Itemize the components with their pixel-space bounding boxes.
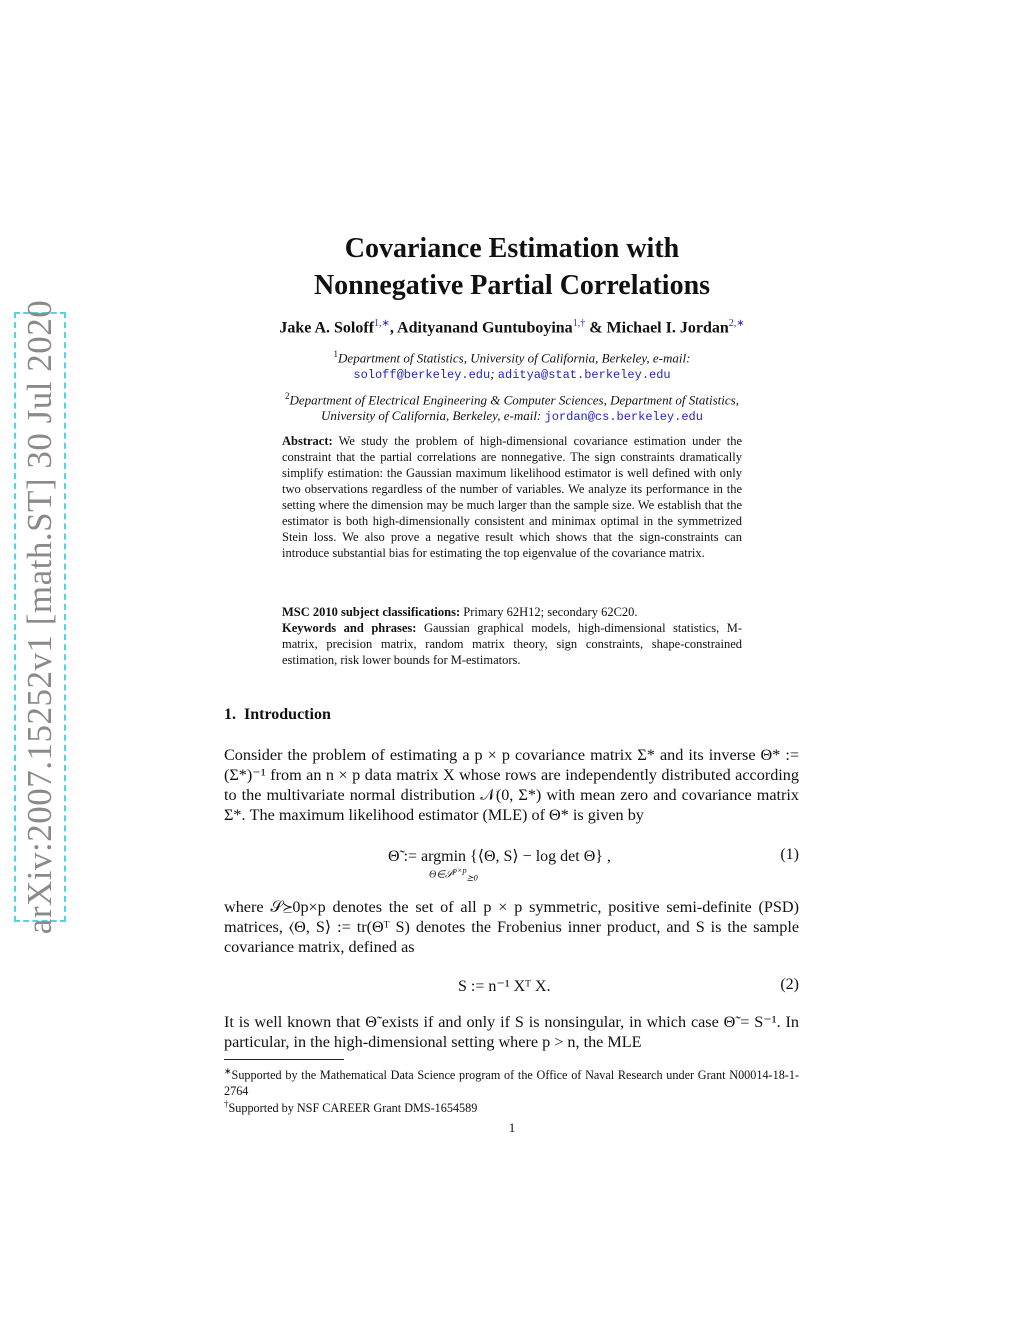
affiliation-2 <box>0 388 1024 425</box>
msc-label: MSC 2010 subject classifications: <box>282 605 461 619</box>
footnote-mark: ∗ <box>224 1066 232 1076</box>
author-separator: , <box>389 319 398 337</box>
abstract-text: We study the problem of high-dimensional covariance estimation under the constraint that the partial correlations are nonnegative. The sign constraints dramatically simplify estimation: the Gaussian maximum likelihood estimator is well defined with only two observations regardless of the number of variables. We analyze its performance in the setting where the dimension may be much larger than the sample size. We establish that the estimator is both high-dimensionally consistent and minimax optimal in the symmetrized Stein loss. We also prove a negative result which shows that the sign-constraints can introduce substantial bias for estimating the top eigenvalue of the covariance matrix. <box>282 434 742 560</box>
footnote-1 <box>224 1063 799 1099</box>
email-link[interactable]: jordan@cs.berkeley.edu <box>544 410 703 425</box>
affiliation-mark: 1 <box>333 349 339 359</box>
equation-subscript <box>429 866 478 882</box>
equation-1 <box>224 846 799 882</box>
subscript-sup: p×p <box>452 866 467 875</box>
paragraph-3 <box>224 1012 799 1052</box>
section-number: 1. <box>224 706 236 723</box>
section-title: Introduction <box>244 706 331 723</box>
email-link[interactable]: soloff@berkeley.edu <box>353 368 491 383</box>
title-line-1: Covariance Estimation with <box>344 233 680 264</box>
arxiv-identifier: arXiv:2007.15252v1 [math.ST] 30 Jul 2020 <box>20 299 59 935</box>
paragraph-text: It is well known that Θ̃ exists if and only if S is nonsingular, in which case Θ̃ = S⁻¹. In particular, in the high-dimensional setting where p > n, the MLE <box>224 1013 799 1051</box>
msc-text: Primary 62H12; secondary 62C20. <box>463 605 638 619</box>
title-line-2: Nonnegative Partial Correlations <box>313 270 711 301</box>
paragraph-2 <box>224 897 799 957</box>
paragraph-1 <box>224 745 799 825</box>
author-list <box>0 318 1024 337</box>
author-name: Adityanand Guntuboyina <box>397 319 573 337</box>
footnote-text: Supported by the Mathematical Data Science program of the Office of Naval Research under Grant N00014-18-1-2764 <box>224 1068 799 1099</box>
paragraph-text: where 𝒮⪰0p×p denotes the set of all p × p symmetric, positive semi-definite (PSD) matrices, ⟨Θ, S⟩ := tr(Θᵀ S) denotes the Frobenius inner product, and S is the sample covariance matrix, defined as <box>224 898 799 956</box>
footnote-2 <box>224 1096 799 1116</box>
subscript-set: Θ∈𝒮 <box>429 869 453 881</box>
classifications <box>282 604 742 668</box>
author-name: Michael I. Jordan <box>606 319 729 337</box>
affiliation-1 <box>0 346 1024 383</box>
keywords-text: Gaussian graphical models, high-dimensional statistics, M-matrix, precision matrix, random matrix theory, sign constraints, shape-constrained estimation, risk lower bounds for M-estimators. <box>282 621 742 667</box>
section-heading <box>224 706 331 724</box>
abstract-label: Abstract: <box>282 434 333 448</box>
author-mark[interactable]: 1,∗ <box>374 318 390 329</box>
author-mark[interactable]: 2,∗ <box>728 318 745 329</box>
author-mark[interactable]: 1,† <box>572 318 586 329</box>
equation-body: Θ̃ := argmin {⟨Θ, S⟩ − log det Θ} , <box>388 848 611 865</box>
paragraph-text: Consider the problem of estimating a p × p covariance matrix Σ* and its inverse Θ* := (Σ*)⁻¹ from an n × p data matrix X whose rows are independently distributed according to the multivariate normal distribution 𝒩(0, Σ*) with mean zero and covariance matrix Σ*. The maximum likelihood estimator (MLE) of Θ* is given by <box>224 746 799 824</box>
affiliation-text: Department of Statistics, University of California, Berkeley, e-mail: <box>338 350 691 366</box>
page-number: 1 <box>508 1120 516 1135</box>
affiliation-mark: 2 <box>284 391 290 401</box>
equation-2 <box>224 976 799 998</box>
equation-body: S := n⁻¹ Xᵀ X. <box>458 978 551 995</box>
email-link[interactable]: aditya@stat.berkeley.edu <box>497 368 671 383</box>
abstract <box>282 433 742 561</box>
author-name: Jake A. Soloff <box>279 319 375 337</box>
author-separator: & <box>585 319 607 337</box>
subscript-sub: ⪰0 <box>466 873 478 883</box>
affiliation-text: University of California, Berkeley, e-mail: <box>321 408 542 424</box>
footnote-mark: † <box>224 1099 229 1109</box>
paper-title <box>0 230 1024 304</box>
footnote-rule <box>224 1059 344 1060</box>
equation-number: (1) <box>780 846 799 863</box>
email-separator: ; <box>490 366 498 382</box>
affiliation-text: Department of Electrical Engineering & Computer Sciences, Department of Statistics, <box>289 392 739 408</box>
keywords-label: Keywords and phrases: <box>282 621 417 635</box>
footnote-text: Supported by NSF CAREER Grant DMS-1654589 <box>228 1101 478 1116</box>
equation-number: (2) <box>780 976 799 993</box>
